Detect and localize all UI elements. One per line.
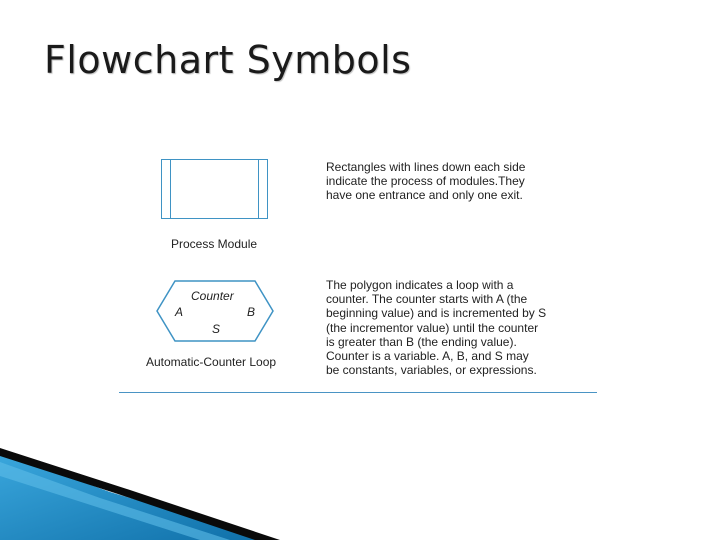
loop-counter-text: Counter <box>191 289 234 303</box>
description-line: have one entrance and only one exit. <box>326 188 523 203</box>
process-module-description <box>326 160 525 203</box>
loop-label: Automatic-Counter Loop <box>146 355 277 369</box>
loop-s-text: S <box>212 322 221 336</box>
description-line: The polygon indicates a loop with a <box>326 278 514 292</box>
description-line: beginning value) and is incremented by S <box>326 306 547 321</box>
loop-a-text: A <box>175 305 184 319</box>
page-title: Flowchart Symbols <box>44 38 412 82</box>
description-line: be constants, variables, or expressions. <box>326 363 537 378</box>
description-line: counter. The counter starts with A (the <box>326 292 528 307</box>
description-line: (the incrementor value) until the counter <box>326 320 539 335</box>
process-module-label: Process Module <box>171 237 258 251</box>
process-module-left-line <box>170 160 171 218</box>
description-line: is greater than B (the ending value). <box>326 334 517 349</box>
loop-b-text: B <box>247 305 256 319</box>
process-module-symbol <box>161 159 268 219</box>
description-line: indicate the process of modules.They <box>326 174 525 189</box>
process-module-right-line <box>258 160 259 218</box>
loop-description <box>326 278 546 377</box>
figure-divider <box>119 392 597 393</box>
decorative-corner-swoosh <box>0 440 300 540</box>
description-line: Counter is a variable. A, B, and S may <box>326 349 529 364</box>
description-line: Rectangles with lines down each side <box>326 160 526 174</box>
